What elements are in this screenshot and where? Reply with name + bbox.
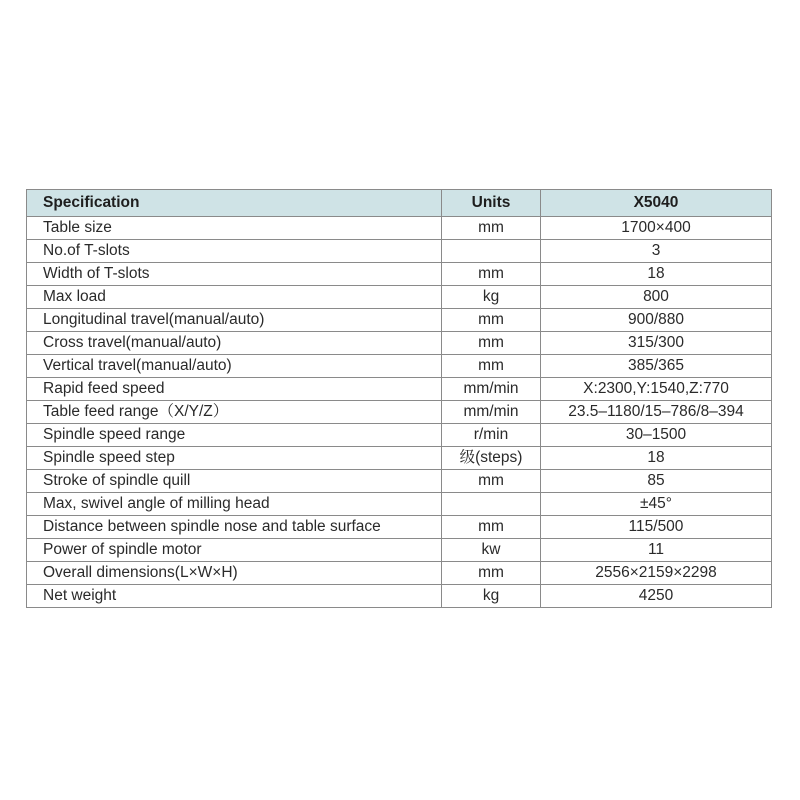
spec-table-header — [27, 190, 772, 217]
units-cell — [442, 240, 541, 263]
table-row — [27, 424, 772, 447]
spec-cell: No.of T-slots — [27, 240, 442, 263]
spec-cell: Spindle speed step — [27, 447, 442, 470]
table-row — [27, 286, 772, 309]
table-row — [27, 217, 772, 240]
table-row — [27, 263, 772, 286]
header-model: X5040 — [541, 190, 772, 217]
spec-cell: Max load — [27, 286, 442, 309]
units-cell: mm/min — [442, 378, 541, 401]
units-cell: kg — [442, 286, 541, 309]
table-row — [27, 447, 772, 470]
units-cell: mm — [442, 470, 541, 493]
spec-table — [26, 189, 772, 608]
spec-cell: Table size — [27, 217, 442, 240]
value-cell: 1700×400 — [541, 217, 772, 240]
spec-cell: Table feed range（X/Y/Z） — [27, 401, 442, 424]
spec-cell: Overall dimensions(L×W×H) — [27, 562, 442, 585]
spec-cell: Width of T-slots — [27, 263, 442, 286]
spec-cell: Spindle speed range — [27, 424, 442, 447]
table-row — [27, 332, 772, 355]
value-cell: 18 — [541, 263, 772, 286]
spec-table-body — [27, 217, 772, 608]
value-cell: 115/500 — [541, 516, 772, 539]
value-cell: 4250 — [541, 585, 772, 608]
spec-cell: Vertical travel(manual/auto) — [27, 355, 442, 378]
value-cell: 2556×2159×2298 — [541, 562, 772, 585]
table-row — [27, 240, 772, 263]
table-row — [27, 378, 772, 401]
spec-cell: Max, swivel angle of milling head — [27, 493, 442, 516]
spec-cell: Power of spindle motor — [27, 539, 442, 562]
value-cell: 30–1500 — [541, 424, 772, 447]
spec-cell: Net weight — [27, 585, 442, 608]
table-row — [27, 470, 772, 493]
spec-cell: Cross travel(manual/auto) — [27, 332, 442, 355]
spec-cell: Rapid feed speed — [27, 378, 442, 401]
table-row — [27, 585, 772, 608]
table-row — [27, 539, 772, 562]
units-cell: 级(steps) — [442, 447, 541, 470]
units-cell: r/min — [442, 424, 541, 447]
units-cell: mm — [442, 562, 541, 585]
spec-cell: Longitudinal travel(manual/auto) — [27, 309, 442, 332]
units-cell — [442, 493, 541, 516]
table-row — [27, 493, 772, 516]
header-specification: Specification — [27, 190, 442, 217]
units-cell: mm — [442, 332, 541, 355]
spec-cell: Stroke of spindle quill — [27, 470, 442, 493]
value-cell: 23.5–1180/15–786/8–394 — [541, 401, 772, 424]
table-row — [27, 401, 772, 424]
units-cell: mm — [442, 516, 541, 539]
units-cell: kw — [442, 539, 541, 562]
value-cell: 18 — [541, 447, 772, 470]
value-cell: 385/365 — [541, 355, 772, 378]
header-row — [27, 190, 772, 217]
table-row — [27, 562, 772, 585]
units-cell: mm — [442, 309, 541, 332]
table-row — [27, 309, 772, 332]
value-cell: 800 — [541, 286, 772, 309]
value-cell: ±45° — [541, 493, 772, 516]
value-cell: 11 — [541, 539, 772, 562]
units-cell: mm — [442, 263, 541, 286]
table-row — [27, 355, 772, 378]
units-cell: mm — [442, 217, 541, 240]
value-cell: 900/880 — [541, 309, 772, 332]
value-cell: X:2300,Y:1540,Z:770 — [541, 378, 772, 401]
units-cell: mm/min — [442, 401, 541, 424]
spec-cell: Distance between spindle nose and table surface — [27, 516, 442, 539]
value-cell: 315/300 — [541, 332, 772, 355]
value-cell: 85 — [541, 470, 772, 493]
header-units: Units — [442, 190, 541, 217]
table-row — [27, 516, 772, 539]
units-cell: mm — [442, 355, 541, 378]
units-cell: kg — [442, 585, 541, 608]
value-cell: 3 — [541, 240, 772, 263]
